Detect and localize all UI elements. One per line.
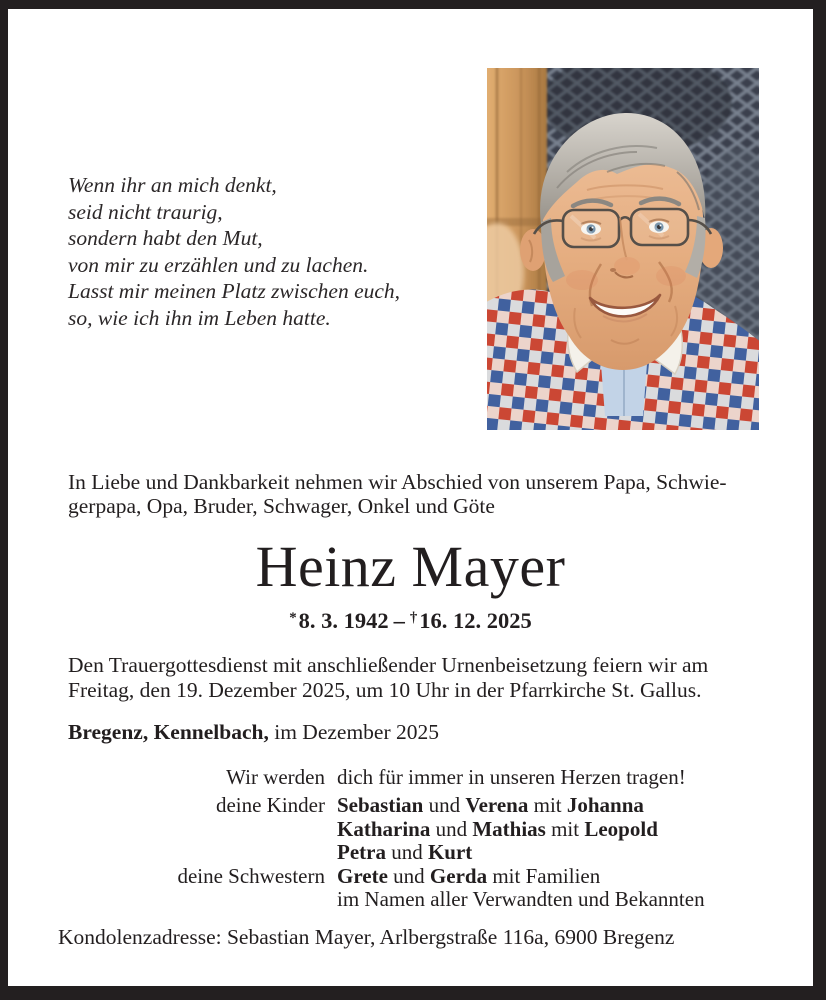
joiner: mit: [528, 793, 567, 817]
poem-line: seid nicht traurig,: [68, 199, 223, 224]
intro-line: In Liebe und Dankbarkeit nehmen wir Abschied von unserem Papa, Schwie-: [68, 470, 727, 494]
family-name: Sebastian: [337, 793, 424, 817]
joiner: mit Familien: [487, 863, 601, 888]
birth-date: 8. 3. 1942: [298, 608, 389, 633]
family-name: Katharina: [337, 816, 431, 841]
children-label: deine Kinder: [215, 793, 325, 817]
family-name: Petra: [337, 840, 386, 864]
family-row-children-2: [8, 818, 813, 842]
dates-separator: –: [393, 608, 405, 633]
condolence-address: Kondolenzadresse: Sebastian Mayer, Arlbergstraße 116a, 6900 Bregenz: [58, 925, 675, 949]
birth-symbol: *: [289, 609, 297, 626]
joiner: und: [387, 863, 430, 888]
poem-line: von mir zu erzählen und zu lachen.: [68, 252, 369, 277]
family-name: Grete: [337, 863, 388, 888]
family-row-children-3: [8, 841, 813, 865]
service-line: Den Trauergottesdienst mit anschließender Urnenbeisetzung feiern wir am: [68, 653, 709, 677]
family-row-closing: [8, 888, 813, 912]
poem-line: sondern habt den Mut,: [68, 226, 263, 250]
death-symbol: †: [409, 609, 418, 626]
sisters-names: [325, 865, 600, 889]
family-name: Mathias: [472, 816, 546, 841]
family-motto-row: [8, 766, 813, 790]
poem-line: so, wie ich ihn im Leben hatte.: [68, 305, 331, 330]
closing-text: im Namen aller Verwandten und Bekannten: [337, 887, 705, 911]
portrait-illustration: [487, 68, 759, 430]
joiner: und: [423, 793, 466, 817]
children-label-empty: [8, 818, 325, 842]
service-info: [68, 653, 708, 702]
family-row-children-1: [8, 794, 813, 818]
family-name: Verena: [465, 793, 529, 817]
intro-line: gerpapa, Opa, Bruder, Schwager, Onkel und Göte: [68, 493, 495, 518]
children-names-2: [325, 818, 658, 842]
portrait-photo: [487, 68, 759, 430]
family-name: Kurt: [427, 840, 473, 864]
farewell-intro: [68, 471, 727, 518]
family-name: Leopold: [584, 816, 658, 841]
deceased-name: Heinz Mayer: [255, 534, 566, 599]
place-dateline: [68, 720, 439, 745]
motto-text: dich für immer in unseren Herzen tragen!: [337, 765, 686, 789]
children-names-3: [325, 841, 472, 865]
family-row-sisters: [8, 865, 813, 889]
closing-label-empty: [8, 888, 325, 912]
family-block: [8, 766, 813, 912]
poem-line: Wenn ihr an mich denkt,: [68, 173, 277, 197]
joiner: und: [430, 816, 473, 841]
place-names: Bregenz, Kennelbach,: [68, 720, 269, 744]
family-name: Johanna: [566, 793, 644, 817]
family-name: Gerda: [429, 863, 488, 888]
service-line: Freitag, den 19. Dezember 2025, um 10 Uhr in der Pfarrkirche St. Gallus.: [68, 677, 702, 702]
poem-line: Lasst mir meinen Platz zwischen euch,: [68, 279, 401, 303]
children-label-empty: [8, 841, 325, 865]
motto-label: Wir werden: [226, 765, 325, 789]
joiner: mit: [545, 816, 585, 841]
dateline-rest: im Dezember 2025: [268, 720, 440, 744]
joiner: und: [385, 840, 428, 864]
death-date: 16. 12. 2025: [419, 608, 532, 633]
memorial-poem: [68, 172, 400, 331]
children-names-1: [325, 794, 644, 818]
sisters-label: deine Schwestern: [177, 863, 325, 888]
life-dates: [8, 608, 813, 634]
